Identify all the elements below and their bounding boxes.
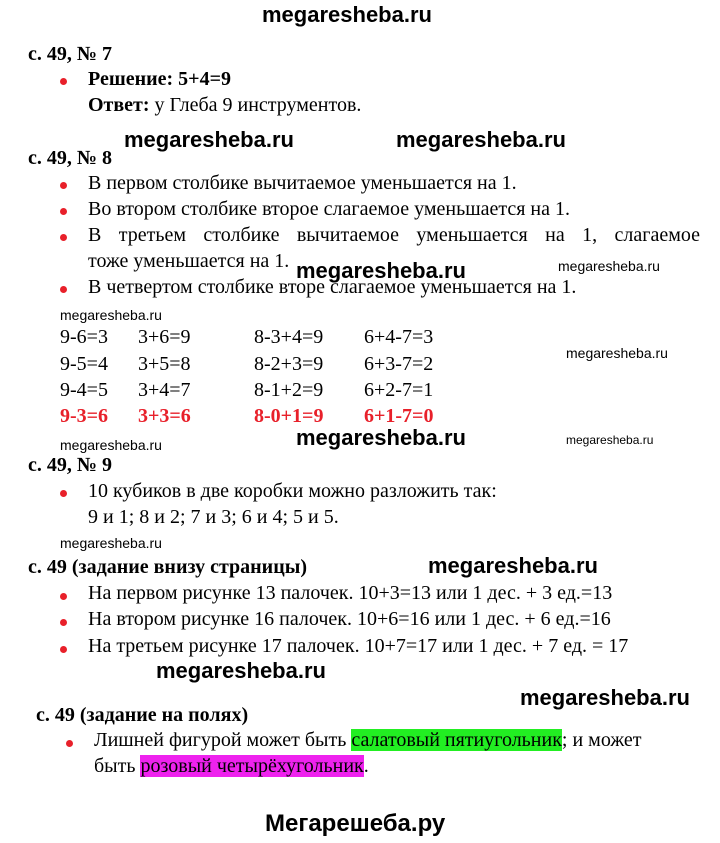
equation: 8-3+4=9	[254, 326, 324, 348]
equation: 3+3=6	[138, 405, 191, 427]
watermark: megaresheba.ru	[566, 433, 654, 447]
highlight-pink: розовый четырёхугольник	[140, 755, 364, 777]
watermark: megaresheba.ru	[558, 258, 660, 274]
equation: 6+2-7=1	[364, 379, 434, 401]
task-bottom-header: с. 49 (задание внизу страницы)	[28, 556, 307, 578]
bullet-icon	[60, 78, 67, 85]
task7-header: с. 49, № 7	[28, 43, 112, 65]
task8-item: В третьем столбике вычитаемое уменьшается на 1, слагаемое	[88, 224, 700, 246]
watermark: megaresheba.ru	[296, 258, 466, 283]
watermark: megaresheba.ru	[296, 425, 466, 450]
equation: 8-1+2=9	[254, 379, 324, 401]
equation: 6+1-7=0	[364, 405, 434, 427]
text: .	[363, 755, 369, 777]
bullet-icon	[66, 740, 73, 747]
watermark: megaresheba.ru	[396, 127, 566, 152]
task-margin-header: с. 49 (задание на полях)	[36, 704, 249, 726]
equation: 8-0+1=9	[254, 405, 324, 427]
watermark-top: megaresheba.ru	[262, 2, 432, 27]
task7-answer	[88, 94, 361, 117]
watermark: megaresheba.ru	[60, 535, 162, 551]
equation: 9-4=5	[60, 379, 108, 401]
task7-solution: Решение: 5+4=9	[88, 68, 231, 90]
bullet-icon	[60, 593, 67, 600]
task8-item: Во втором столбике второе слагаемое уменьшается на 1.	[88, 198, 570, 220]
bullet-icon	[60, 490, 67, 497]
task8-item: В четвертом столбике вторе слагаемое уменьшается на 1.	[88, 276, 577, 298]
task9-line2: 9 и 1; 8 и 2; 7 и 3; 6 и 4; 5 и 5.	[88, 506, 339, 528]
watermark: megaresheba.ru	[60, 437, 162, 453]
bullet-icon	[60, 208, 67, 215]
bullet-icon	[60, 286, 67, 293]
watermark: megaresheba.ru	[520, 685, 690, 710]
equation: 9-6=3	[60, 326, 108, 348]
task8-item: В первом столбике вычитаемое уменьшается на 1.	[88, 172, 517, 194]
equation: 3+5=8	[138, 353, 191, 375]
text: Лишней фигурой может быть	[94, 729, 352, 751]
task-bottom-item: На первом рисунке 13 палочек. 10+3=13 или 1 дес. + 3 ед.=13	[88, 582, 613, 604]
watermark: megaresheba.ru	[60, 307, 162, 323]
equation: 9-3=6	[60, 405, 109, 427]
highlight-green: салатовый пятиугольник	[351, 729, 562, 751]
answer-text: у Глеба 9 инструментов.	[149, 94, 362, 116]
bullet-icon	[60, 646, 67, 653]
watermark: megaresheba.ru	[566, 345, 668, 361]
equation: 6+3-7=2	[364, 353, 434, 375]
bullet-icon	[60, 182, 67, 189]
task-bottom-item: На третьем рисунке 17 палочек. 10+7=17 или 1 дес. + 7 ед. = 17	[88, 635, 629, 657]
bullet-icon	[60, 619, 67, 626]
task9-line1: 10 кубиков в две коробки можно разложить так:	[88, 480, 497, 502]
task9-header: с. 49, № 9	[28, 454, 112, 476]
answer-label: Ответ:	[88, 94, 150, 116]
equation: 9-5=4	[60, 353, 108, 375]
equation: 8-2+3=9	[254, 353, 324, 375]
text: быть	[94, 755, 141, 777]
equation: 6+4-7=3	[364, 326, 434, 348]
task8-item-cont: тоже уменьшается на 1.	[88, 250, 290, 272]
footer-title: Мегарешеба.ру	[265, 810, 446, 837]
text: ; и может	[561, 729, 642, 751]
watermark: megaresheba.ru	[428, 553, 598, 578]
bullet-icon	[60, 234, 67, 241]
task-margin-line2	[94, 755, 369, 778]
task-margin-line1	[94, 729, 642, 752]
equation: 3+6=9	[138, 326, 191, 348]
task-bottom-item: На втором рисунке 16 палочек. 10+6=16 или 1 дес. + 6 ед.=16	[88, 608, 611, 630]
watermark: megaresheba.ru	[156, 658, 326, 683]
equation: 3+4=7	[138, 379, 191, 401]
watermark: megaresheba.ru	[124, 127, 294, 152]
task8-header: с. 49, № 8	[28, 147, 112, 169]
